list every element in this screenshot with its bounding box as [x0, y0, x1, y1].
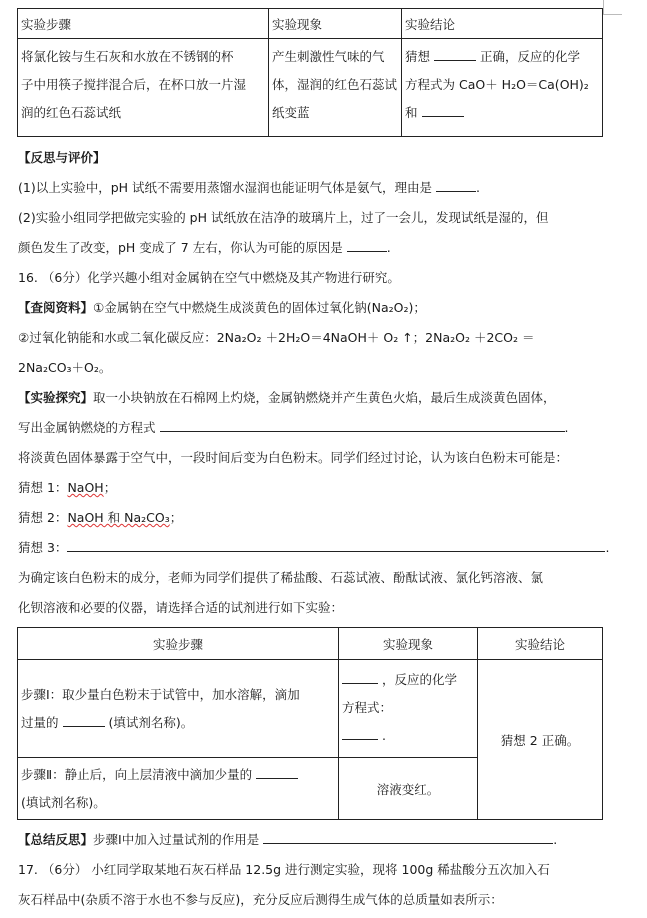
guess3-label: 猜想 3： [18, 540, 68, 555]
q16-reagents-line1: 为确定该白色粉末的成分，老师为同学们提供了稀盐酸、石蕊试液、酚酞试液、氯化钙溶液、氯 [18, 570, 544, 585]
table1-step-line: 润的红色石蕊试纸 [21, 105, 122, 120]
table2-header-conclusion: 实验结论 [478, 628, 603, 660]
answer-blank[interactable] [67, 540, 605, 552]
table1-header-step: 实验步骤 [18, 9, 269, 39]
q16-ref-label: 【查阅资料】 [18, 300, 94, 315]
answer-blank[interactable] [160, 420, 565, 432]
table2-step1-line: 步骤Ⅰ：取少量白色粉末于试管中，加水溶解，滴加 [21, 686, 300, 702]
q16-ref1: ①金属钠在空气中燃烧生成淡黄色的固体过氧化钠(Na₂O₂)； [93, 300, 426, 315]
answer-blank[interactable] [422, 105, 464, 117]
q16-ref2-cont: 2Na₂CO₃＋O₂。 [18, 360, 112, 375]
table1-phenomenon-cell [269, 39, 402, 137]
table2-header-step: 实验步骤 [18, 628, 339, 660]
q17-number: 17. [18, 862, 38, 877]
q16-expose: 将淡黄色固体暴露于空气中，一段时间后变为白色粉末。同学们经过讨论，认为该白色粉末可能是： [18, 450, 569, 465]
table1-phenomenon-line: 纸变蓝 [272, 105, 310, 120]
table1-conclusion-text: 正确，反应的化学 [479, 49, 580, 64]
q16-equation-prompt: 写出金属钠燃烧的方程式 [18, 420, 156, 435]
reflection-q2-line2: 颜色发生了改变，pH 变成了 7 左右，你认为可能的原因是 [18, 240, 343, 255]
table1-conclusion-text: 猜想 [405, 49, 431, 64]
table2-step1-line: (填试剂名称)。 [108, 714, 194, 730]
experiment-table-1 [17, 8, 603, 137]
answer-blank[interactable] [256, 767, 298, 779]
table2-step1-line: 过量的 [21, 714, 59, 730]
guess1-label: 猜想 1： [18, 480, 68, 495]
guess2-label: 猜想 2： [18, 510, 68, 525]
q16-ref2: ②过氧化钠能和水或二氧化碳反应：2Na₂O₂ ＋2H₂O＝4NaOH＋ O₂ ↑；2Na₂O₂ ＋2CO₂ ＝ [18, 330, 535, 345]
table1-phenomenon-line: 体，湿润的红色石蕊试 [272, 77, 398, 92]
table1-conclusion-cell [402, 39, 603, 137]
table2-step1-cell [18, 660, 339, 758]
table2-step2-line: (填试剂名称)。 [21, 794, 106, 810]
table2-step2-line: 步骤Ⅱ：静止后，向上层清液中滴加少量的 [21, 766, 253, 782]
answer-blank[interactable] [263, 832, 553, 844]
q16-explore-label: 【实验探究】 [18, 390, 94, 405]
q16-score: （6分） [41, 270, 88, 285]
answer-blank[interactable] [342, 728, 378, 740]
table1-conclusion-equation: 方程式为 CaO＋ H₂O＝Ca(OH)₂ [405, 77, 589, 92]
table2-phenomenon2-cell: 溶液变红。 [339, 758, 478, 820]
table1-step-cell [18, 39, 269, 137]
reflection-q1: (1)以上实验中，pH 试纸不需要用蒸馏水湿润也能证明气体是氨气，理由是 [18, 180, 433, 195]
table2-step2-cell [18, 758, 339, 820]
answer-blank[interactable] [63, 715, 105, 727]
summary-text: 步骤Ⅰ中加入过量试剂的作用是 [93, 832, 260, 847]
table2-conclusion-cell: 猜想 2 正确。 [478, 660, 603, 820]
table1-header-phenomenon: 实验现象 [269, 9, 402, 39]
answer-blank[interactable] [436, 180, 476, 192]
table2-phen1-line: 方程式： [342, 700, 393, 715]
answer-blank[interactable] [434, 49, 476, 61]
guess1-value: NaOH [67, 480, 104, 495]
answer-blank[interactable] [347, 240, 387, 252]
q17-score: （6分） [41, 862, 88, 877]
table1-phenomenon-line: 产生刺激性气味的气 [272, 49, 385, 64]
page-corner-mark [603, 0, 622, 15]
table1-step-line: 将氯化铵与生石灰和水放在不锈钢的杯 [21, 49, 234, 64]
summary-label: 【总结反思】 [18, 832, 94, 847]
table2-phenomenon1-cell: ，反应的化学 方程式： . [339, 660, 478, 758]
q16-number: 16. [18, 270, 38, 285]
experiment-table-2 [17, 627, 603, 820]
guess2-value: NaOH 和 Na₂CO₃ [67, 510, 170, 525]
table1-conclusion-text: 和 [405, 105, 418, 120]
answer-blank[interactable] [342, 672, 378, 684]
q17-line1: 小红同学取某地石灰石样品 12.5g 进行测定实验，现将 100g 稀盐酸分五次加入石 [91, 862, 550, 877]
table1-header-conclusion: 实验结论 [402, 9, 603, 39]
q17-line2: 灰石样品中(杂质不溶于水也不参与反应)，充分反应后测得生成气体的总质量如表所示： [18, 892, 503, 907]
table1-step-line: 子中用筷子搅拌混合后，在杯口放一片湿 [21, 77, 247, 92]
reflection-heading: 【反思与评价】 [18, 150, 106, 165]
q16-intro: 化学兴趣小组对金属钠在空气中燃烧及其产物进行研究。 [87, 270, 400, 285]
q16-reagents-line2: 化钡溶液和必要的仪器，请选择合适的试剂进行如下实验： [18, 600, 344, 615]
table2-phen1-line: ，反应的化学 [381, 672, 457, 687]
q16-explore: 取一小块钠放在石棉网上灼烧，金属钠燃烧并产生黄色火焰，最后生成淡黄色固体， [93, 390, 556, 405]
table2-header-phenomenon: 实验现象 [339, 628, 478, 660]
reflection-q2-line1: (2)实验小组同学把做完实验的 pH 试纸放在洁净的玻璃片上，过了一会儿，发现试纸是湿的，但 [18, 210, 549, 225]
